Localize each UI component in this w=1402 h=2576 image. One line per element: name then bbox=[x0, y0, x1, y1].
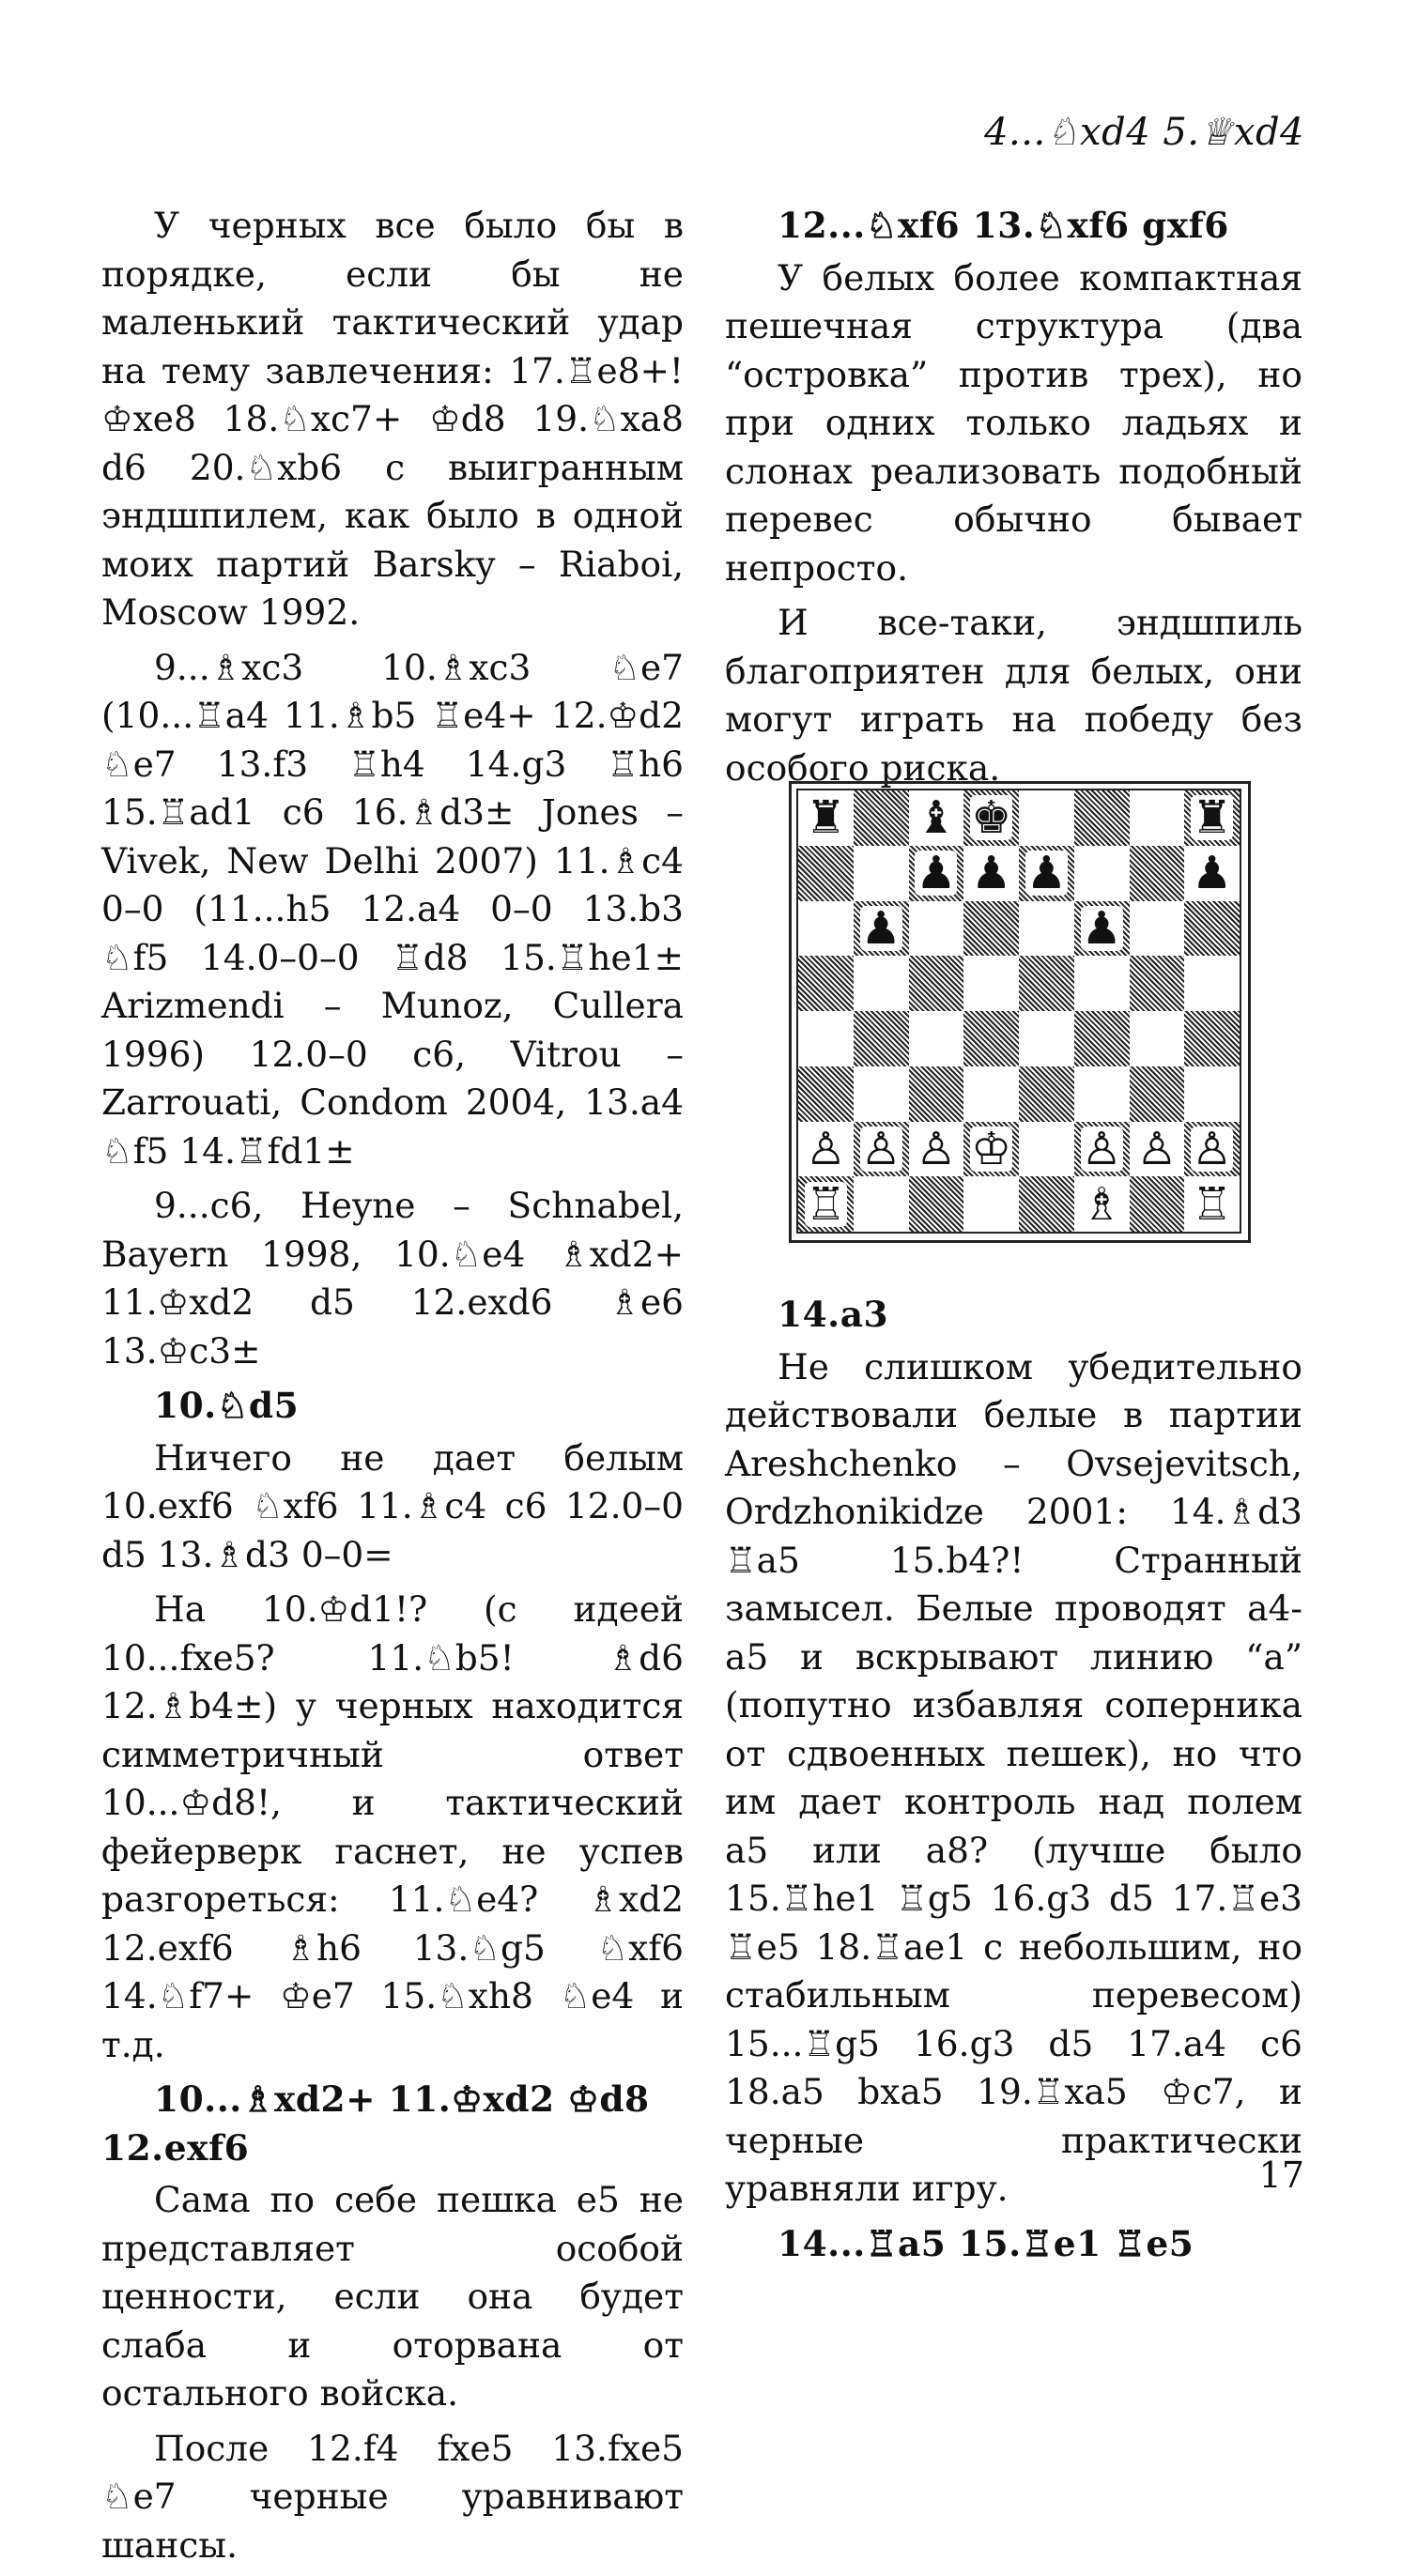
board-square bbox=[854, 1122, 909, 1177]
board-square bbox=[963, 790, 1019, 846]
board-square bbox=[798, 1066, 854, 1122]
board-square bbox=[798, 1176, 854, 1232]
board-square bbox=[798, 1011, 854, 1066]
move-heading: 14.a3 bbox=[778, 1294, 889, 1335]
board-square bbox=[798, 1122, 854, 1177]
board-square bbox=[1130, 846, 1185, 901]
chess-piece: ♟ bbox=[1025, 847, 1067, 900]
paragraph: У белых более компактная пешечная структура (два “островка” против трех), но при одних только ладьях и слонах реализовать подобный перевес обычно бывает непросто. bbox=[725, 256, 1302, 589]
paragraph: Сама по себе пешка e5 не представляет особой ценности, если она будет слаба и оторвана от остального войска. bbox=[101, 2179, 684, 2414]
move-heading: 10.♘d5 bbox=[154, 1385, 300, 1426]
chess-diagram bbox=[789, 781, 1251, 1243]
running-title: 4...♘xd4 5.♕xd4 bbox=[984, 111, 1304, 154]
chess-piece: ♟ bbox=[916, 847, 957, 900]
paragraph: 9...♗xc3 10.♗xc3 ♘e7 (10...♖a4 11.♗b5 ♖e4+ 12.♔d2 ♘e7 13.f3 ♖h4 14.g3 ♖h6 15.♖ad1 c6 16.♗d3± Jones – Vivek, New Delhi 2007) 11.♗c4 0–0 (11...h5 12.a4 0–0 13.b3 ♘f5 14.0–0–0 ♖d8 15.♖he1± Arizmendi – Munoz, Cullera 1996) 12.0–0 c6, Vitrou – Zarrouati, Condom 2004, 13.a4 ♘f5 14.♖fd1± bbox=[101, 646, 684, 1172]
board-square bbox=[1074, 790, 1130, 846]
board-square bbox=[963, 1011, 1019, 1066]
chess-piece: ♟ bbox=[1081, 901, 1122, 955]
board-square bbox=[909, 956, 964, 1011]
paragraph: Не слишком убедительно действовали белые в партии Areshchenko – Ovsejevitsch, Ordzhonikidze 2001: 14.♗d3 ♖a5 15.b4?! Странный замысел. Белые проводят a4-a5 и вскрывают линию “a” (попутно избавляя соперника от сдвоенных пешек), но что им дает контроль над полем a5 или a8? (лучше было 15.♖he1 ♖g5 16.g3 d5 17.♖e3 ♖e5 18.♖ae1 с небольшим, но стабильным перевесом) 15...♖g5 16.g3 d5 17.a4 c6 18.a5 bxa5 19.♖xa5 ♔c7, и черные практически уравняли игру. bbox=[725, 1345, 1302, 2209]
board-square bbox=[1019, 1011, 1074, 1066]
chess-piece: ♙ bbox=[1192, 1122, 1233, 1175]
board-square bbox=[1184, 956, 1240, 1011]
board-square bbox=[1074, 1066, 1130, 1122]
board-square bbox=[1184, 1011, 1240, 1066]
chess-piece: ♙ bbox=[1081, 1122, 1122, 1175]
chess-piece: ♖ bbox=[805, 1177, 846, 1231]
paragraph: 9...c6, Heyne – Schnabel, Bayern 1998, 10.♘e4 ♗xd2+ 11.♔xd2 d5 12.exd6 ♗e6 13.♔c3± bbox=[101, 1185, 684, 1372]
board-square bbox=[854, 901, 909, 957]
board-square bbox=[963, 1122, 1019, 1177]
board-square bbox=[1019, 1122, 1074, 1177]
board-square bbox=[798, 846, 854, 901]
board-square bbox=[963, 1066, 1019, 1122]
chess-piece: ♙ bbox=[916, 1122, 957, 1175]
board-square bbox=[854, 790, 909, 846]
board-square bbox=[1074, 901, 1130, 957]
board-square bbox=[909, 1011, 964, 1066]
chess-piece: ♟ bbox=[971, 847, 1012, 900]
board-square bbox=[798, 790, 854, 846]
board-square bbox=[1184, 901, 1240, 957]
board-square bbox=[1130, 1011, 1185, 1066]
right-column-bottom bbox=[725, 1291, 1302, 2272]
board-square bbox=[1184, 846, 1240, 901]
board-square bbox=[909, 1122, 964, 1177]
move-heading: 10...♗xd2+ 11.♔xd2 ♔d8 12.exf6 bbox=[101, 2078, 650, 2169]
board-square bbox=[798, 901, 854, 957]
board-square bbox=[1130, 1066, 1185, 1122]
paragraph: Ничего не дает белым 10.exf6 ♘xf6 11.♗c4 c6 12.0–0 d5 13.♗d3 0–0= bbox=[101, 1436, 684, 1575]
board-square bbox=[854, 1176, 909, 1232]
paragraph: У черных все было бы в порядке, если бы не маленький тактический удар на тему завлечения: 17.♖e8+! ♔xe8 18.♘xc7+ ♔d8 19.♘xa8 d6 20.♘xb6 с выигранным эндшпилем, как было в одной моих партий Barsky – Riaboi, Moscow 1992. bbox=[101, 205, 684, 633]
board-square bbox=[1184, 790, 1240, 846]
board-square bbox=[1074, 1176, 1130, 1232]
board-square bbox=[963, 956, 1019, 1011]
board-square bbox=[1130, 956, 1185, 1011]
board-square bbox=[854, 956, 909, 1011]
board-square bbox=[1130, 1122, 1185, 1177]
board-square bbox=[909, 1066, 964, 1122]
board-square bbox=[963, 901, 1019, 957]
chess-piece: ♔ bbox=[971, 1122, 1012, 1175]
board-square bbox=[909, 846, 964, 901]
board-square bbox=[798, 956, 854, 1011]
chess-piece: ♜ bbox=[805, 791, 846, 845]
board-square bbox=[1019, 956, 1074, 1011]
move-heading: 14...♖a5 15.♖e1 ♖e5 bbox=[778, 2222, 1194, 2264]
board-square bbox=[909, 790, 964, 846]
paragraph: И все-таки, эндшпиль благоприятен для белых, они могут играть на победу без особого риска. bbox=[725, 602, 1302, 789]
board-square bbox=[1130, 901, 1185, 957]
left-column bbox=[101, 202, 684, 2576]
chess-piece: ♟ bbox=[860, 901, 901, 955]
chess-board-grid bbox=[796, 789, 1241, 1234]
move-heading: 12...♘xf6 13.♘xf6 gxf6 bbox=[778, 205, 1229, 246]
board-square bbox=[1019, 901, 1074, 957]
paragraph: На 10.♔d1!? (с идеей 10...fxe5? 11.♘b5! ♗d6 12.♗b4±) у черных находится симметричный ответ 10...♔d8!, и тактический фейерверк гаснет, не успев разгореться: 11.♘e4? ♗xd2 12.exf6 ♗h6 13.♘g5 ♘xf6 14.♘f7+ ♔e7 15.♘xh8 ♘e4 и т.д. bbox=[101, 1588, 684, 2065]
right-column-top bbox=[725, 202, 1302, 799]
chess-piece: ♟ bbox=[1192, 847, 1233, 900]
board-square bbox=[1184, 1176, 1240, 1232]
chess-piece: ♖ bbox=[1192, 1177, 1233, 1231]
board-square bbox=[909, 1176, 964, 1232]
paragraph: После 12.f4 fxe5 13.fxe5 ♘e7 черные уравнивают шансы. bbox=[101, 2427, 684, 2566]
board-square bbox=[963, 846, 1019, 901]
board-square bbox=[854, 1066, 909, 1122]
chess-piece: ♙ bbox=[1136, 1122, 1178, 1175]
board-square bbox=[1019, 1066, 1074, 1122]
board-square bbox=[1130, 1176, 1185, 1232]
board-square bbox=[1019, 790, 1074, 846]
board-square bbox=[963, 1176, 1019, 1232]
chess-piece: ♜ bbox=[1192, 791, 1233, 845]
chess-piece: ♙ bbox=[860, 1122, 901, 1175]
board-square bbox=[1074, 1011, 1130, 1066]
chess-piece: ♗ bbox=[1081, 1177, 1122, 1231]
board-square bbox=[1184, 1066, 1240, 1122]
chess-piece: ♝ bbox=[916, 791, 957, 845]
page-number: 17 bbox=[1258, 2154, 1304, 2196]
chess-piece: ♚ bbox=[971, 791, 1012, 845]
board-square bbox=[1074, 956, 1130, 1011]
board-square bbox=[1019, 1176, 1074, 1232]
board-square bbox=[1019, 846, 1074, 901]
board-square bbox=[1074, 846, 1130, 901]
board-square bbox=[1074, 1122, 1130, 1177]
board-square bbox=[1130, 790, 1185, 846]
board-square bbox=[1184, 1122, 1240, 1177]
board-square bbox=[909, 901, 964, 957]
board-square bbox=[854, 846, 909, 901]
board-square bbox=[854, 1011, 909, 1066]
chess-piece: ♙ bbox=[805, 1122, 846, 1175]
